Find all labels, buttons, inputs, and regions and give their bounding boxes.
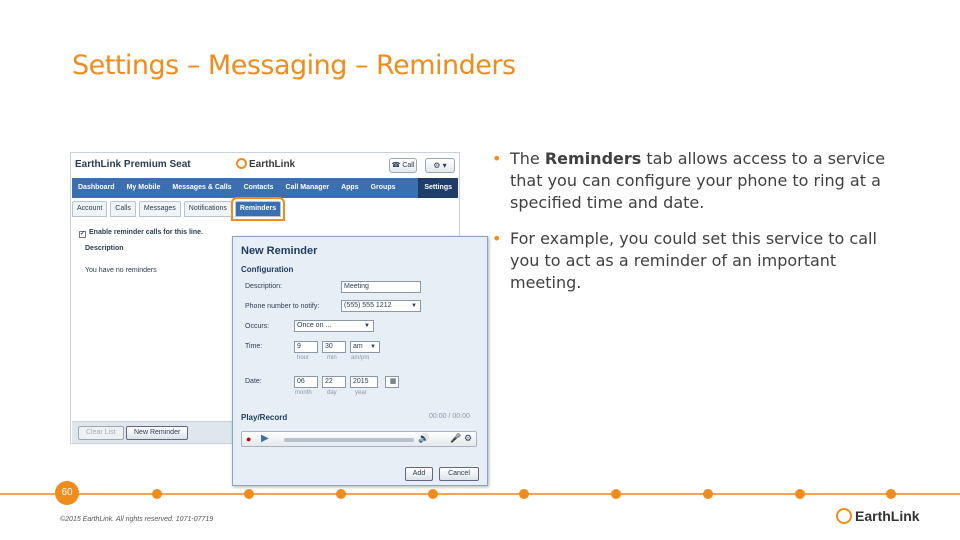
settings-menu-button[interactable]	[425, 158, 455, 173]
slide-title: Settings – Messaging – Reminders	[72, 50, 516, 81]
new-reminder-button[interactable]: New Reminder	[126, 426, 188, 440]
year-sublabel: year	[355, 390, 367, 396]
enable-reminders-checkbox[interactable]: ✓	[80, 231, 86, 237]
volume-icon[interactable]: 🔊	[418, 433, 430, 443]
app-logo	[236, 158, 295, 170]
timeline-dot	[519, 489, 529, 499]
time-label: Time:	[245, 343, 263, 350]
timeline-dot	[244, 489, 254, 499]
year-input[interactable]: 2015	[350, 376, 378, 388]
day-input[interactable]: 22	[322, 376, 346, 388]
play-icon[interactable]: ▶	[261, 433, 269, 444]
copyright-text: ©2015 EarthLink. All rights reserved. 1071-07719	[60, 516, 214, 523]
tab-account[interactable]: Account	[72, 201, 107, 217]
occurs-label: Occurs:	[245, 323, 270, 330]
play-record-heading: Play/Record	[241, 413, 288, 422]
dialog-title: New Reminder	[241, 245, 318, 257]
phone-icon: ☎	[391, 162, 401, 169]
app-header	[71, 153, 459, 177]
nav-dashboard[interactable]: Dashboard	[78, 184, 115, 191]
main-nav	[72, 178, 458, 198]
day-sublabel: day	[327, 390, 337, 396]
bullet-bold: Reminders	[544, 149, 642, 168]
record-icon[interactable]: ●	[246, 434, 252, 444]
enable-reminders-label: Enable reminder calls for this line.	[89, 229, 203, 236]
hour-sublabel: hour	[297, 355, 310, 361]
seek-slider[interactable]	[284, 438, 414, 442]
footer-logo	[836, 508, 920, 524]
hour-input[interactable]: 9	[294, 341, 318, 353]
ampm-sublabel: am/pm	[351, 355, 370, 361]
tab-messages[interactable]: Messages	[139, 201, 181, 217]
earthlink-logo-icon	[836, 508, 852, 524]
microphone-icon[interactable]: 🎤	[450, 433, 462, 443]
nav-contacts[interactable]: Contacts	[243, 184, 274, 191]
app-title: EarthLink Premium Seat	[75, 159, 191, 170]
audio-player	[241, 431, 477, 447]
timeline-line	[0, 493, 960, 495]
page-number: 60	[55, 481, 79, 505]
add-button[interactable]: Add	[405, 467, 433, 481]
month-sublabel: month	[295, 390, 312, 396]
empty-reminders-message: You have no reminders	[85, 267, 157, 274]
phone-label: Phone number to notify:	[245, 303, 320, 310]
playback-time: 00:00 / 00:00	[429, 413, 470, 420]
nav-groups[interactable]: Groups	[370, 184, 396, 191]
timeline-dot	[611, 489, 621, 499]
enable-reminders-row[interactable]	[79, 229, 203, 238]
minute-sublabel: min	[327, 355, 337, 361]
cancel-button[interactable]: Cancel	[439, 467, 479, 481]
tab-calls[interactable]: Calls	[110, 201, 136, 217]
phone-select-value: (555) 555 1212	[344, 302, 392, 309]
bullet-list	[492, 148, 892, 308]
nav-my-mobile[interactable]: My Mobile	[126, 184, 161, 191]
call-button[interactable]	[389, 158, 417, 173]
bullet-text: For example, you could set this service to call you to act as a reminder of an important meeting.	[510, 229, 877, 292]
description-input[interactable]: Meeting	[341, 281, 421, 293]
minute-input[interactable]: 30	[322, 341, 346, 353]
footer-logo-text: EarthLink	[855, 508, 920, 524]
timeline-dot	[336, 489, 346, 499]
calendar-icon[interactable]: ▦	[385, 376, 399, 388]
bullet-dot-icon: •	[492, 229, 502, 248]
description-column-header: Description	[85, 245, 124, 252]
phone-select[interactable]	[341, 300, 421, 312]
bullet-suffix: tab allows access to a service that you can configure your phone to ring at a specified time and date.	[510, 149, 886, 212]
tab-reminders[interactable]: Reminders	[235, 201, 281, 217]
new-reminder-dialog	[232, 236, 488, 486]
timeline-dot	[703, 489, 713, 499]
settings-subtabs	[72, 201, 281, 217]
earthlink-logo-icon	[236, 158, 247, 169]
ampm-select-value: am	[353, 343, 363, 350]
tab-notifications[interactable]: Notifications	[184, 201, 232, 217]
ampm-select[interactable]	[350, 341, 380, 353]
configuration-heading: Configuration	[241, 265, 294, 274]
bullet-item	[492, 148, 892, 214]
timeline-dot	[428, 489, 438, 499]
app-logo-text: EarthLink	[249, 159, 296, 170]
nav-call-manager[interactable]: Call Manager	[285, 184, 330, 191]
nav-settings[interactable]: Settings	[418, 178, 458, 198]
month-input[interactable]: 06	[294, 376, 318, 388]
date-label: Date:	[245, 378, 262, 385]
occurs-select[interactable]	[294, 320, 374, 332]
nav-messages-calls[interactable]: Messages & Calls	[172, 184, 232, 191]
bullet-prefix: The	[510, 149, 545, 168]
player-settings-icon[interactable]: ⚙	[464, 433, 473, 443]
timeline-dot	[152, 489, 162, 499]
bullet-item	[492, 228, 892, 294]
call-button-label: Call	[402, 162, 415, 169]
timeline-dot	[886, 489, 896, 499]
nav-apps[interactable]: Apps	[341, 184, 359, 191]
timeline-dot	[795, 489, 805, 499]
description-label: Description:	[245, 283, 282, 290]
gear-icon: ⚙ ▾	[433, 161, 447, 170]
bullet-dot-icon: •	[492, 149, 502, 168]
clear-list-button[interactable]: Clear List	[78, 426, 124, 440]
occurs-select-value: Once on ...	[297, 322, 332, 329]
